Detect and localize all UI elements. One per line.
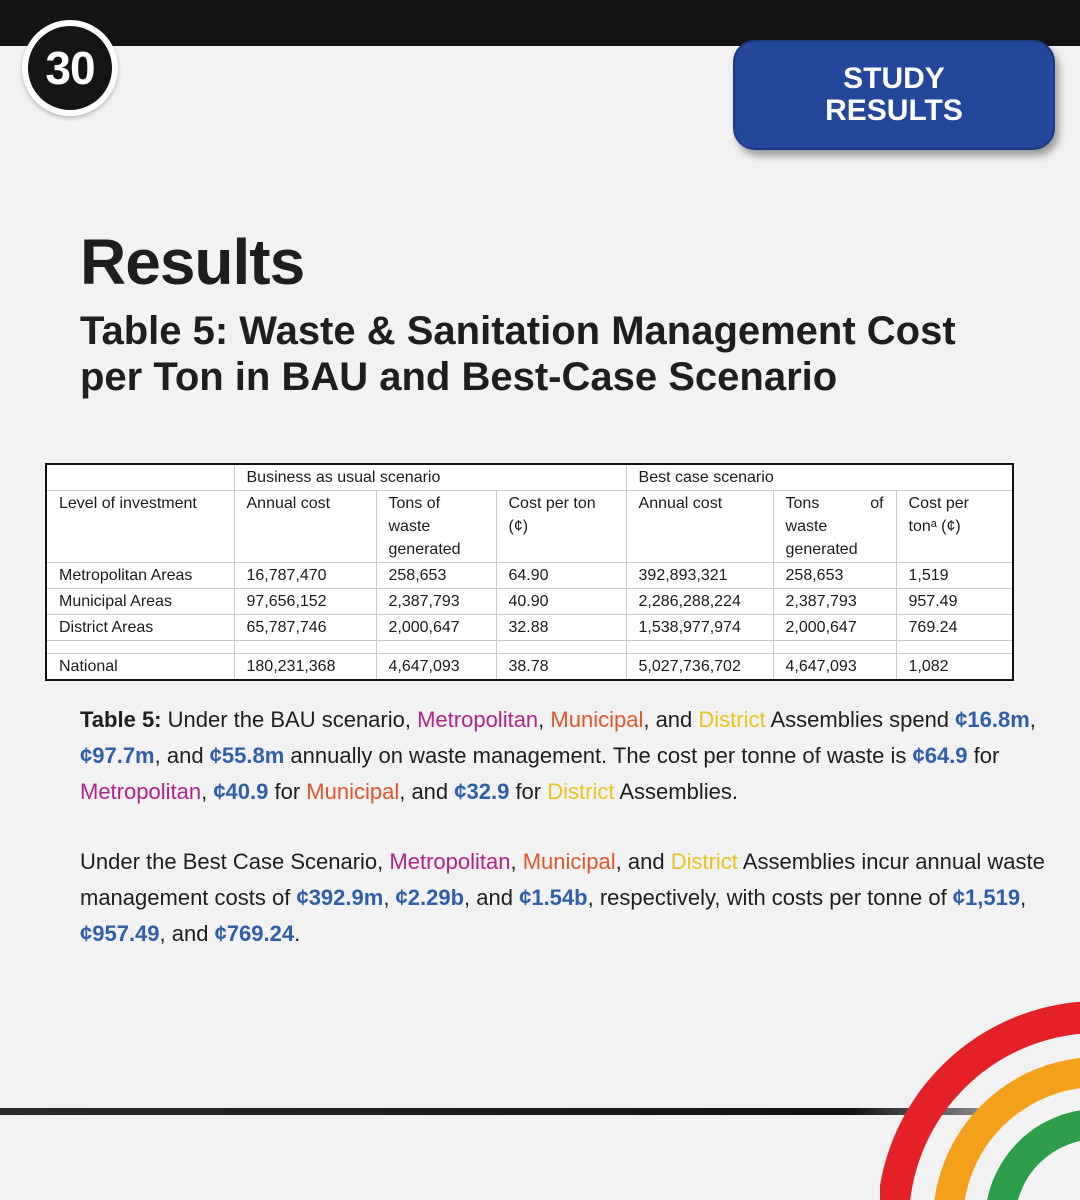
amount-value: ¢957.49 [80,921,160,946]
cost-table [45,463,1014,681]
group-header-bau: Business as usual scenario [234,464,626,491]
cell-level: Metropolitan Areas [46,563,234,589]
cell-bau-annual: 97,656,152 [234,589,376,615]
amount-value: ¢64.9 [912,743,968,768]
cell-bau-annual: 65,787,746 [234,615,376,641]
text-run: annually on waste management. The cost per tonne of waste is [284,743,913,768]
paragraph-bau [80,702,1050,810]
metropolitan-label: Metropolitan [389,849,511,874]
cell-bau-tons: 2,387,793 [376,589,496,615]
header-bau-tons-line2: waste [388,518,431,535]
text-run: , respectively, with costs per tonne of [587,885,953,910]
cell-best-cost: 957.49 [896,589,1013,615]
amount-value: ¢769.24 [214,921,295,946]
text-run: , [538,707,551,732]
metropolitan-label: Metropolitan [80,779,202,804]
cell-level: Municipal Areas [46,589,234,615]
text-run: . [294,921,301,946]
text-run: Assemblies incur annual waste management costs of [80,849,1045,910]
header-best-tons-line2: waste [785,518,828,535]
table-row [46,589,1013,615]
header-best-cost [896,491,1013,563]
table-group-header-row [46,464,1013,491]
cell-bau-cost: 64.90 [496,563,626,589]
header-best-tons-word2: of [870,495,884,512]
cell-bau-cost: 38.78 [496,654,626,681]
decorative-arcs [880,990,1080,1200]
cell-best-annual: 5,027,736,702 [626,654,773,681]
header-bau-tons-line3: generated [388,541,461,558]
section-label-line1: STUDY [843,62,945,95]
amount-value: ¢32.9 [454,779,510,804]
section-label [733,40,1055,150]
text-run: , [1020,885,1027,910]
cell-best-tons: 258,653 [773,563,896,589]
cell-best-tons: 2,000,647 [773,615,896,641]
text-run: , and [399,779,455,804]
amount-value: ¢40.9 [213,779,269,804]
cell-bau-cost: 32.88 [496,615,626,641]
header-best-tons-line3: generated [785,541,858,558]
group-header-best: Best case scenario [626,464,1013,491]
table-row-total [46,654,1013,681]
text-run: Assemblies spend [765,707,956,732]
cell-best-annual: 392,893,321 [626,563,773,589]
text-run: Under the BAU scenario, [161,707,418,732]
amount-value: ¢97.7m [80,743,155,768]
body-text [80,702,1050,986]
table-title: Table 5: Waste & Sanitation Management Cost per Ton in BAU and Best-Case Scenario [80,309,956,399]
header-bau-cost-line1: Cost per ton [508,495,596,512]
table-corner-cell [46,464,234,491]
cell-best-tons: 2,387,793 [773,589,896,615]
header-level: Level of investment [46,491,234,563]
text-run: Under the Best Case Scenario, [80,849,390,874]
header-bau-tons-line1: Tons of [388,495,441,512]
amount-value: ¢1,519 [952,885,1021,910]
cell-best-cost: 1,519 [896,563,1013,589]
text-run: , and [464,885,520,910]
cell-best-cost: 769.24 [896,615,1013,641]
metropolitan-label: Metropolitan [417,707,539,732]
cell-best-tons: 4,647,093 [773,654,896,681]
text-run: , and [154,743,210,768]
cell-bau-tons: 2,000,647 [376,615,496,641]
text-run: , [1029,707,1036,732]
table-spacer-row [46,641,1013,654]
cell-level: National [46,654,234,681]
paragraph-best-case [80,844,1050,952]
footer-rule [0,1108,1000,1115]
cell-bau-annual: 16,787,470 [234,563,376,589]
header-bau-cost-line2: (¢) [508,518,529,535]
header-best-cost-line2: tonᵃ (¢) [908,518,961,535]
amount-value: ¢2.29b [395,885,465,910]
district-label: District [698,707,766,732]
header-best-tons [773,491,896,563]
green-arc [1000,1124,1080,1200]
municipal-label: Municipal [522,849,616,874]
amount-value: ¢392.9m [296,885,384,910]
municipal-label: Municipal [306,779,400,804]
text-run: , [201,779,214,804]
amount-value: ¢1.54b [519,885,588,910]
cell-bau-tons: 258,653 [376,563,496,589]
header-best-annual: Annual cost [626,491,773,563]
municipal-label: Municipal [550,707,644,732]
district-label: District [547,779,615,804]
table-column-header-row [46,491,1013,563]
cell-bau-annual: 180,231,368 [234,654,376,681]
text-run: , [383,885,396,910]
header-best-cost-line1: Cost per [908,495,969,512]
cell-level: District Areas [46,615,234,641]
cell-bau-tons: 4,647,093 [376,654,496,681]
text-run: , and [643,707,699,732]
text-run: Assemblies. [614,779,738,804]
table-reference: Table 5: [80,707,162,732]
district-label: District [670,849,738,874]
table-row [46,615,1013,641]
page-number: 30 [28,26,112,110]
amount-value: ¢16.8m [955,707,1030,732]
header-best-tons-word1: Tons [785,495,820,512]
text-run: for [509,779,548,804]
text-run: , [510,849,523,874]
cell-best-annual: 1,538,977,974 [626,615,773,641]
header-bau-tons [376,491,496,563]
page-number-badge [22,20,118,116]
table-row [46,563,1013,589]
text-run: for [268,779,307,804]
page-heading: Results [80,226,305,298]
section-label-line2: RESULTS [825,94,963,127]
text-run: for [967,743,1000,768]
cell-bau-cost: 40.90 [496,589,626,615]
text-run: , and [159,921,215,946]
header-bau-annual: Annual cost [234,491,376,563]
text-run: , and [615,849,671,874]
amount-value: ¢55.8m [209,743,285,768]
header-bau-cost [496,491,626,563]
cell-best-annual: 2,286,288,224 [626,589,773,615]
cell-best-cost: 1,082 [896,654,1013,681]
